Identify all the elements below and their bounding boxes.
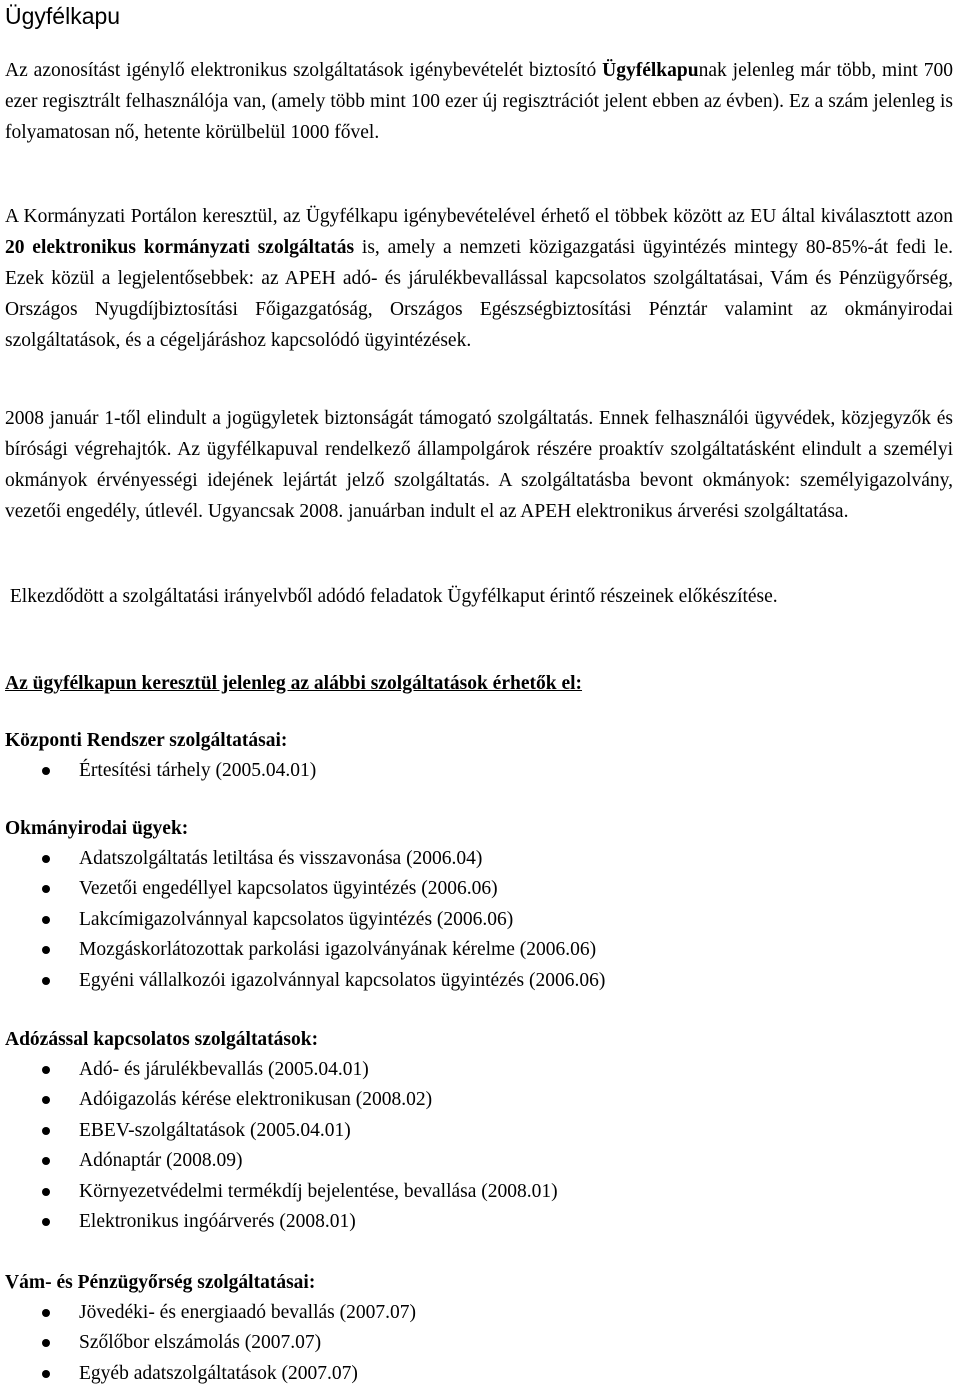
list-item-label: EBEV-szolgáltatások (2005.04.01) [79,1119,351,1141]
list-item [5,1359,953,1389]
portal-highlight: 20 elektronikus kormányzati szolgáltatás [5,237,355,258]
section-central-system [5,726,953,786]
list-item [5,966,953,996]
list-item-label: Egyéni vállalkozói igazolvánnyal kapcsolatos ügyintézés (2006.06) [79,969,606,991]
bullet-icon [42,1096,50,1104]
portal-paragraph [5,201,953,356]
list-item [5,1328,953,1358]
news-paragraph: 2008 január 1-től elindult a jogügyletek biztonságát támogató szolgáltatás. Ennek felhasználói ügyvédek, közjegyzők és bírósági végrehajtók. Az ügyfélkapuval rendelkező állampolgárok részére proaktív szolgáltatásként elindult a személyi okmányok érvényességi idejének lejártát jelző szolgáltatás. A szolgáltatásba bevont okmányok: személyigazolvány, vezetői engedély, útlevél. Ugyancsak 2008. januárban indult el az APEH elektronikus árverési szolgáltatása. [5,408,953,522]
list-item [5,1055,953,1085]
list-item-label: Lakcímigazolvánnyal kapcsolatos ügyintézés (2006.06) [79,908,514,930]
section-customs [5,1268,953,1389]
section-title: Vám- és Pénzügyőrség szolgáltatásai: [5,1272,316,1293]
list-item [5,1177,953,1207]
list-item-label: Adónaptár (2008.09) [79,1150,243,1172]
intro-highlight: Ügyfélkapu [602,60,699,81]
bullet-icon [42,1127,50,1135]
list-item-label: Jövedéki- és energiaadó bevallás (2007.07) [79,1302,416,1323]
list-item [5,844,953,874]
list-item [5,874,953,904]
list-item-label: Környezetvédelmi termékdíj bejelentése, bevallása (2008.01) [79,1180,558,1202]
section-taxation [5,1025,953,1237]
section-document-office [5,814,953,996]
service-list [5,844,953,996]
list-item [5,1085,953,1115]
bullet-icon [42,767,50,775]
bullet-icon [42,1309,50,1317]
list-item-label: Adóigazolás kérése elektronikusan (2008.02) [79,1089,433,1111]
list-item [5,1298,953,1328]
service-list [5,756,953,786]
bullet-icon [42,977,50,985]
page-title: Ügyfélkapu [5,3,121,29]
list-item-label: Szőlőbor elszámolás (2007.07) [79,1332,322,1354]
intro-text-start: Az azonosítást igénylő elektronikus szolgáltatások igénybevételét biztosító [5,60,603,81]
service-list [5,1055,953,1237]
bullet-icon [42,1370,50,1378]
bullet-icon [42,946,50,954]
list-item [5,756,953,786]
list-item-label: Elektronikus ingóárverés (2008.01) [79,1211,356,1233]
intro-text-end: nak jelenleg már több, mint 700 ezer regisztrált felhasználója van, (amely több mint 100 ezer új regisztrációt jelent ebben az évben). Ez a szám jelenleg is folyamatosan nő, hetente körülbelül 1000 fővel. [5,60,953,143]
portal-text-end: is, amely a nemzeti közigazgatási ügyintézés mintegy 80-85%-át fedi le. Ezek közül a legjelentősebbek: az APEH adó- és járulékbevallással kapcsolatos szolgáltatásai, Vám és Pénzügyőrség, Országos Nyugdíjbiztosítási Főigazgatóság, Országos Egészségbiztosítási Pénztár valamint az okmányirodai szolgáltatások, és a cégeljáráshoz kapcsolódó ügyintézések. [5,237,953,351]
list-item-label: Mozgáskorlátozottak parkolási igazolványának kérelme (2006.06) [79,939,597,961]
bullet-icon [42,916,50,924]
bullet-icon [42,1066,50,1074]
bullet-icon [42,885,50,893]
list-item-label: Vezetői engedéllyel kapcsolatos ügyintézés (2006.06) [79,878,498,900]
list-item [5,905,953,935]
list-item-label: Értesítési tárhely (2005.04.01) [79,760,317,781]
bullet-icon [42,1188,50,1196]
list-item-label: Egyéb adatszolgáltatások (2007.07) [79,1362,358,1384]
list-item [5,935,953,965]
portal-text-start: A Kormányzati Portálon keresztül, az Ügyfélkapu igénybevételével érhető el többek között az EU által kiválasztott azon [5,206,953,227]
list-item-label: Adatszolgáltatás letiltása és visszavonása (2006.04) [79,848,483,869]
bullet-icon [42,1157,50,1165]
bullet-icon [42,855,50,863]
bullet-icon [42,1339,50,1347]
list-item [5,1116,953,1146]
list-item-label: Adó- és járulékbevallás (2005.04.01) [79,1059,369,1080]
list-item [5,1146,953,1176]
intro-paragraph [5,55,953,148]
list-item [5,1207,953,1237]
directive-paragraph: Elkezdődött a szolgáltatási irányelvből adódó feladatok Ügyfélkaput érintő részeinek előkészítése. [5,586,778,607]
services-heading: Az ügyfélkapun keresztül jelenleg az alábbi szolgáltatások érhetők el: [5,673,583,694]
bullet-icon [42,1218,50,1226]
service-list [5,1298,953,1389]
section-title: Központi Rendszer szolgáltatásai: [5,730,288,751]
section-title: Adózással kapcsolatos szolgáltatások: [5,1029,319,1050]
section-title: Okmányirodai ügyek: [5,818,189,839]
